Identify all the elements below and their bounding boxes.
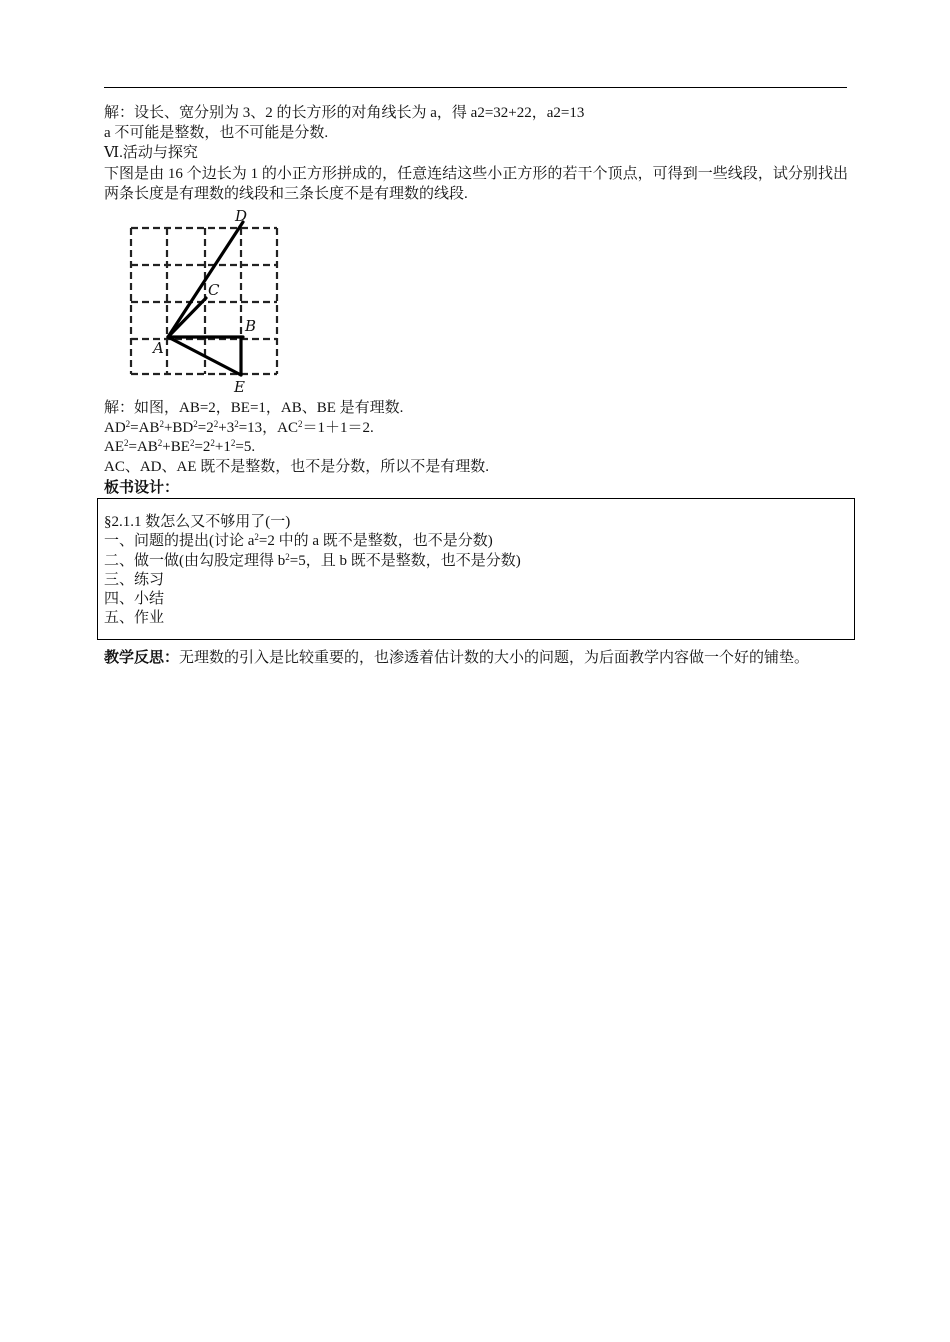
- header-rule: [104, 87, 847, 88]
- label-c: C: [208, 281, 220, 299]
- board-heading: 板书设计：: [104, 478, 180, 496]
- board-title: §2.1.1 数怎么又不够用了(一): [104, 514, 291, 530]
- answer-line-1: 解：如图，AB=2，BE=1，AB、BE 是有理数.: [104, 400, 404, 416]
- board-item-1: 一、问题的提出(讨论 $a^2=2$ 中的 a 既不是整数，也不是分数): [104, 532, 493, 549]
- board-design-box: [97, 498, 855, 640]
- reflection-label: 教学反思：: [104, 648, 180, 666]
- label-d: D: [235, 207, 248, 225]
- board-item-3: 三、练习: [104, 572, 165, 588]
- segment-ac: [168, 298, 206, 337]
- board-item-4: 四、小结: [104, 591, 165, 607]
- label-e: E: [234, 378, 245, 396]
- activity-heading: Ⅵ.活动与探究: [104, 145, 198, 161]
- reflection-text: 无理数的引入是比较重要的，也渗透着估计数的大小的问题，为后面教学内容做一个好的铺垫。: [179, 650, 810, 666]
- solution-line-2: a 不可能是整数，也不可能是分数.: [104, 125, 329, 141]
- board-item-5: 五、作业: [104, 610, 165, 626]
- grid-figure: [120, 206, 290, 398]
- label-a: A: [153, 339, 164, 357]
- board-item-2: 二、做一做(由勾股定理得 $b^2=5$，且 b 既不是整数，也不是分数): [104, 552, 521, 569]
- teaching-reflection: [104, 647, 848, 668]
- answer-line-3: $AE^2=AB^2+BE^2=2^2+1^2=5$.: [104, 438, 256, 455]
- answer-line-2: $AD^2=AB^2+BD^2=2^2+3^2=13$，$AC^2=1+1=2$.: [104, 419, 374, 436]
- activity-problem: 下图是由 16 个边长为 1 的小正方形拼成的，任意连结这些小正方形的若干个顶点，可得到一些线段，试分别找出两条长度是有理数的线段和三条长度不是有理数的线段.: [104, 166, 848, 202]
- solution-line-1: 解：设长、宽分别为 3、2 的长方形的对角线长为 a，得 a2=32+22，a2=13: [104, 105, 585, 121]
- label-b: B: [245, 317, 257, 335]
- answer-line-4: AC、AD、AE 既不是整数，也不是分数，所以不是有理数.: [104, 459, 489, 475]
